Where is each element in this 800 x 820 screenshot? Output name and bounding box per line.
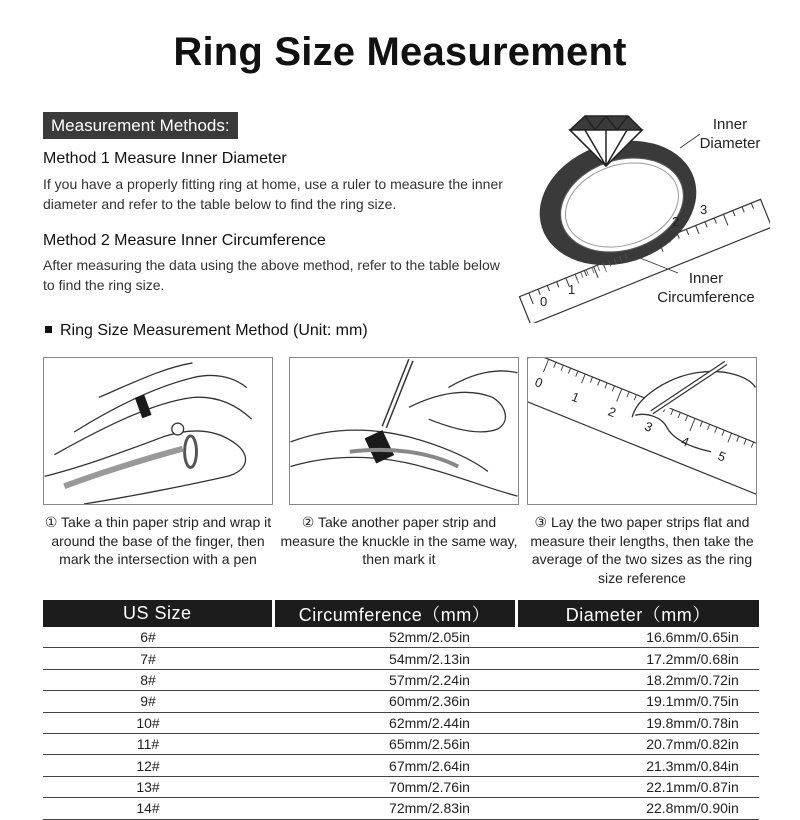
ruler-number: 4 — [679, 433, 692, 450]
section-label: Measurement Methods: — [43, 112, 238, 139]
cell-circumference: 62mm/2.44in — [273, 712, 516, 733]
cell-us-size: 6# — [43, 627, 273, 648]
ruler-number: 1 — [568, 282, 576, 297]
cell-circumference: 52mm/2.05in — [273, 627, 516, 648]
cell-circumference: 57mm/2.24in — [273, 669, 516, 690]
cell-diameter: 18.2mm/0.72in — [516, 669, 759, 690]
header-diameter: Diameter（mm） — [516, 600, 759, 627]
step2-caption: ② Take another paper strip and measure the knuckle in the same way, then mark it — [280, 514, 518, 567]
ruler-number: 3 — [642, 418, 655, 435]
cell-diameter: 21.3mm/0.84in — [516, 755, 759, 776]
cell-diameter: 22.1mm/0.87in — [516, 776, 759, 797]
cell-us-size: 11# — [43, 733, 273, 754]
cell-us-size: 13# — [43, 776, 273, 797]
ruler-number: 0 — [532, 374, 546, 391]
cell-us-size: 8# — [43, 669, 273, 690]
method1-description: If you have a properly fitting ring at home, use a ruler to measure the inner diameter and refer to the table below to find the ring size. — [43, 176, 503, 212]
method1-title: Method 1 Measure Inner Diameter — [43, 150, 287, 167]
inner-diameter-label-line1: Inner — [712, 116, 748, 133]
inner-circumference-label — [648, 269, 764, 307]
table-row — [43, 691, 759, 712]
ring-size-table — [43, 600, 759, 820]
method2-description: After measuring the data using the above method, refer to the table below to find the ring size. — [43, 257, 500, 293]
inner-circumference-label-line1: Inner — [688, 270, 724, 287]
header-circumference: Circumference（mm） — [273, 600, 516, 627]
bullet-icon — [45, 326, 52, 333]
table-row — [43, 776, 759, 797]
inner-circumference-label-line2: Circumference — [657, 289, 755, 306]
header-us-size: US Size — [43, 600, 273, 627]
cell-us-size: 10# — [43, 712, 273, 733]
table-row — [43, 798, 759, 819]
step3-illustration — [527, 357, 757, 505]
step3-caption: ③ Lay the two paper strips flat and measure their lengths, then take the average of the two sizes as the ring size reference — [530, 514, 754, 586]
ruler-number: 2 — [672, 214, 680, 229]
table-row — [43, 712, 759, 733]
unit-heading-text: Ring Size Measurement Method (Unit: mm) — [60, 322, 368, 339]
step1-caption: ① Take a thin paper strip and wrap it around the base of the finger, then mark the intersection with a pen — [44, 514, 272, 567]
table-row — [43, 755, 759, 776]
cell-circumference: 72mm/2.83in — [273, 798, 516, 819]
ruler-number: 2 — [605, 403, 619, 421]
ruler-number: 5 — [715, 447, 728, 465]
page-title: Ring Size Measurement — [173, 30, 627, 74]
table-row — [43, 669, 759, 690]
table-row — [43, 733, 759, 754]
step1-illustration — [43, 357, 273, 505]
cell-diameter: 20.7mm/0.82in — [516, 733, 759, 754]
cell-us-size: 9# — [43, 691, 273, 712]
cell-circumference: 60mm/2.36in — [273, 691, 516, 712]
inner-diameter-label-line2: Diameter — [699, 135, 761, 152]
table-row — [43, 627, 759, 648]
cell-diameter: 22.8mm/0.90in — [516, 798, 759, 819]
cell-circumference: 54mm/2.13in — [273, 648, 516, 669]
ruler-number: 3 — [700, 202, 708, 217]
cell-diameter: 17.2mm/0.68in — [516, 648, 759, 669]
unit-heading — [43, 322, 368, 340]
inner-diameter-label — [690, 115, 770, 153]
step2-illustration — [289, 357, 519, 505]
table-header-row — [43, 600, 759, 627]
cell-diameter: 19.8mm/0.78in — [516, 712, 759, 733]
method2-title: Method 2 Measure Inner Circumference — [43, 232, 326, 249]
cell-us-size: 7# — [43, 648, 273, 669]
ruler-number: 1 — [569, 388, 582, 406]
cell-diameter: 19.1mm/0.75in — [516, 691, 759, 712]
table-row — [43, 648, 759, 669]
cell-us-size: 14# — [43, 798, 273, 819]
cell-circumference: 70mm/2.76in — [273, 776, 516, 797]
ruler-number: 0 — [540, 294, 548, 309]
cell-diameter: 16.6mm/0.65in — [516, 627, 759, 648]
cell-us-size: 12# — [43, 755, 273, 776]
cell-circumference: 67mm/2.64in — [273, 755, 516, 776]
cell-circumference: 65mm/2.56in — [273, 733, 516, 754]
